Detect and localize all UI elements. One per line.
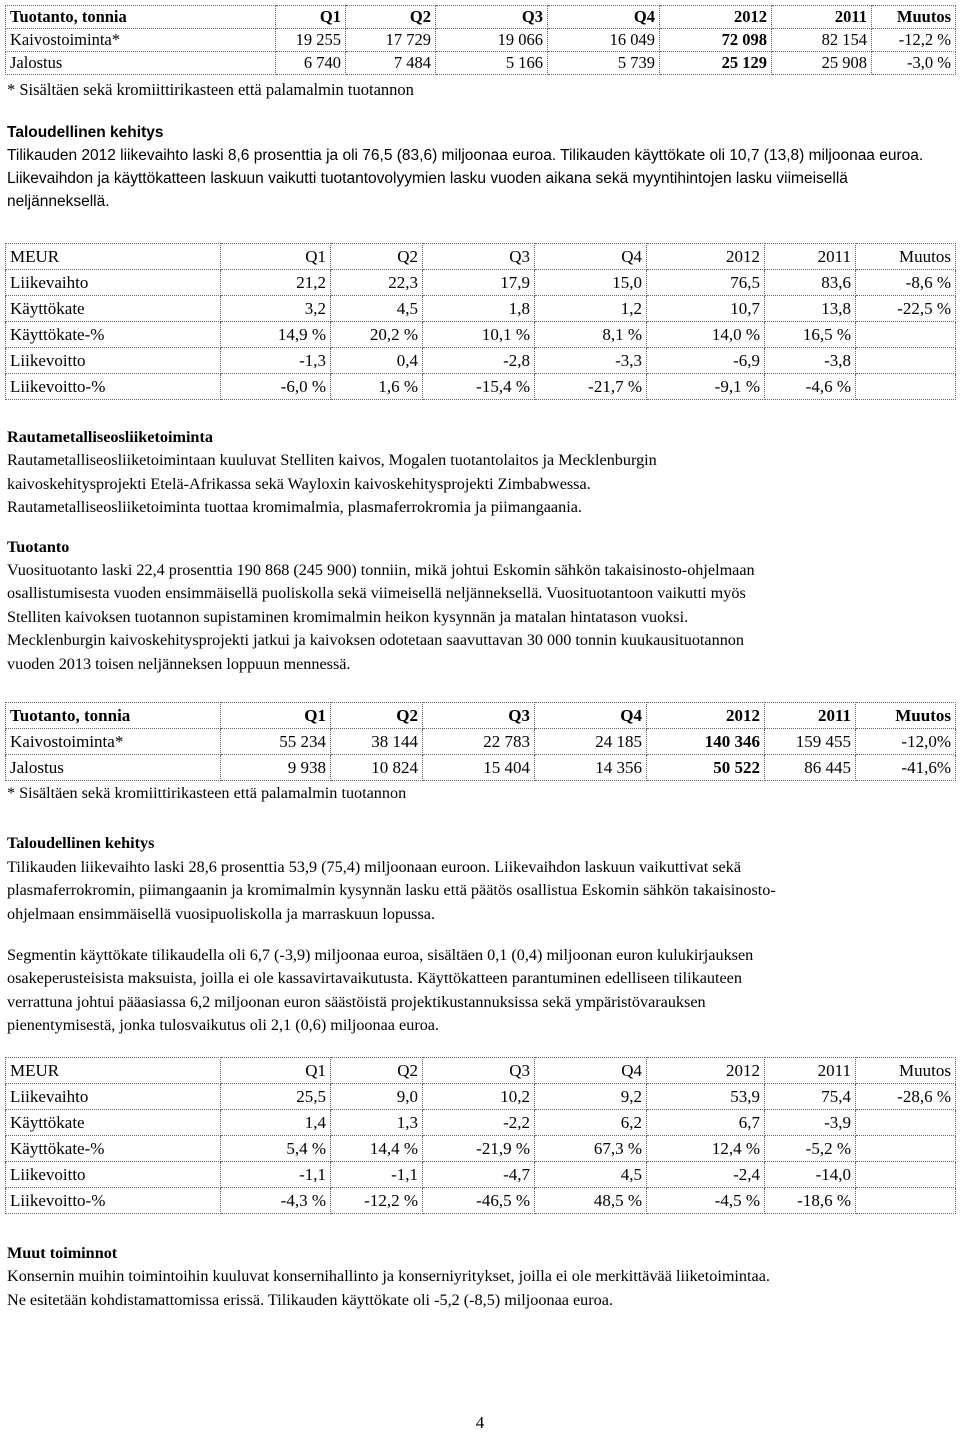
cell: 9,2 xyxy=(535,1084,647,1110)
prod-table-2 xyxy=(5,702,956,781)
table-row xyxy=(6,1188,956,1214)
col-header: Q2 xyxy=(331,244,423,270)
cell: 16,5 % xyxy=(765,322,856,348)
subsection-heading: Tuotanto xyxy=(7,537,70,556)
cell: 7 484 xyxy=(346,52,436,75)
col-header: Tuotanto, tonnia xyxy=(6,6,276,29)
section-heading: Taloudellinen kehitys xyxy=(7,834,155,853)
cell: -2,4 xyxy=(647,1162,765,1188)
col-header: 2011 xyxy=(765,1058,856,1084)
cell: -12,2 % xyxy=(331,1188,423,1214)
table-row xyxy=(6,52,956,75)
table-row xyxy=(6,348,956,374)
paragraph-line: Tilikauden liikevaihto laski 28,6 prosenttia 53,9 (75,4) miljoonaan euroon. Liikevaihdon laskuun vaikuttivat sekä xyxy=(7,857,742,876)
cell: 14,0 % xyxy=(647,322,765,348)
cell: 17 729 xyxy=(346,29,436,52)
cell: 159 455 xyxy=(765,729,856,755)
cell: -3,9 xyxy=(765,1110,856,1136)
paragraph-line: Rautametalliseosliiketoimintaan kuuluvat Stelliten kaivos, Mogalen tuotantolaitos ja Mecklenburgin xyxy=(7,451,657,470)
cell: 20,2 % xyxy=(331,322,423,348)
cell: 0,4 xyxy=(331,348,423,374)
cell: 24 185 xyxy=(535,729,647,755)
cell: 19 066 xyxy=(436,29,548,52)
col-header: Q4 xyxy=(548,6,660,29)
cell: -14,0 xyxy=(765,1162,856,1188)
cell xyxy=(856,322,956,348)
cell: -21,9 % xyxy=(423,1136,535,1162)
col-header: MEUR xyxy=(6,244,221,270)
cell: 19 255 xyxy=(276,29,346,52)
table-row xyxy=(6,322,956,348)
cell: -28,6 % xyxy=(856,1084,956,1110)
cell xyxy=(856,374,956,400)
row-label: Käyttökate-% xyxy=(6,322,221,348)
footnote: * Sisältäen sekä kromiittirikasteen että palamalmin tuotannon xyxy=(7,784,407,802)
cell: 3,2 xyxy=(221,296,331,322)
col-header: 2012 xyxy=(660,6,772,29)
col-header: Q2 xyxy=(346,6,436,29)
row-label: Käyttökate-% xyxy=(6,1136,221,1162)
cell: 25,5 xyxy=(221,1084,331,1110)
section3-text xyxy=(7,1242,952,1312)
cell: 1,3 xyxy=(331,1110,423,1136)
cell: 21,2 xyxy=(221,270,331,296)
row-label: Kaivostoiminta* xyxy=(6,729,221,755)
col-header: Tuotanto, tonnia xyxy=(6,703,221,729)
col-header: Q3 xyxy=(423,244,535,270)
col-header: Muutos xyxy=(856,703,956,729)
table-header-row xyxy=(6,1058,956,1084)
paragraph-line: ohjelmaan ensimmäisellä vuosipuoliskolla ja marraskuun lopussa. xyxy=(7,904,435,923)
col-header: Q4 xyxy=(535,703,647,729)
table-row xyxy=(6,755,956,781)
cell xyxy=(856,1110,956,1136)
col-header: 2011 xyxy=(772,6,872,29)
cell: 38 144 xyxy=(331,729,423,755)
paragraph-line: vuoden 2013 toisen neljänneksen loppuun mennessä. xyxy=(7,654,351,673)
paragraph-line: osallistumisesta vuoden ensimmäisellä puoliskolla sekä viimeisellä neljänneksellä. Vuosituotantoon vaikutti myös xyxy=(7,584,746,603)
cell xyxy=(856,1136,956,1162)
table-row xyxy=(6,296,956,322)
cell: 5 166 xyxy=(436,52,548,75)
cell: 8,1 % xyxy=(535,322,647,348)
row-label: Käyttökate xyxy=(6,1110,221,1136)
col-header: Muutos xyxy=(856,244,956,270)
paragraph-line: Konsernin muihin toimintoihin kuuluvat konsernihallinto ja konserniyritykset, joilla ei ole merkittävää liiketoimintaa. xyxy=(7,1267,770,1286)
meur-table-1 xyxy=(5,243,956,400)
cell: -4,3 % xyxy=(221,1188,331,1214)
cell: 10 824 xyxy=(331,755,423,781)
cell: -46,5 % xyxy=(423,1188,535,1214)
cell: 16 049 xyxy=(548,29,660,52)
cell: -6,0 % xyxy=(221,374,331,400)
cell xyxy=(856,1162,956,1188)
cell: -9,1 % xyxy=(647,374,765,400)
cell: -12,2 % xyxy=(872,29,956,52)
cell: -3,8 xyxy=(765,348,856,374)
cell: 17,9 xyxy=(423,270,535,296)
table-header-row xyxy=(6,6,956,29)
cell: 1,6 % xyxy=(331,374,423,400)
row-label: Liikevoitto xyxy=(6,348,221,374)
col-header: 2012 xyxy=(647,703,765,729)
table-row xyxy=(6,1110,956,1136)
col-header: Muutos xyxy=(856,1058,956,1084)
cell: 53,9 xyxy=(647,1084,765,1110)
cell: 9 938 xyxy=(221,755,331,781)
cell: -3,0 % xyxy=(872,52,956,75)
cell: 6,2 xyxy=(535,1110,647,1136)
row-label: Jalostus xyxy=(6,755,221,781)
cell: -15,4 % xyxy=(423,374,535,400)
paragraph: Tilikauden 2012 liikevaihto laski 8,6 prosenttia ja oli 76,5 (83,6) miljoonaa euroa. Tilikauden käyttökate oli 10,7 (13,8) miljoonaa euroa. Liikevaihdon ja käyttökatteen laskuun vaikutti tuotantovolyymien lasku vuoden aikana sekä myyntihintojen lasku viimeisellä neljänneksellä. xyxy=(7,147,924,210)
cell: 10,2 xyxy=(423,1084,535,1110)
cell: 15,0 xyxy=(535,270,647,296)
section-heading: Rautametalliseosliiketoiminta xyxy=(7,428,213,446)
cell: 1,4 xyxy=(221,1110,331,1136)
table-row xyxy=(6,29,956,52)
col-header: Q2 xyxy=(331,1058,423,1084)
col-header: MEUR xyxy=(6,1058,221,1084)
cell: -12,0% xyxy=(856,729,956,755)
cell: -41,6% xyxy=(856,755,956,781)
cell: -2,2 xyxy=(423,1110,535,1136)
cell: 4,5 xyxy=(535,1162,647,1188)
cell: 10,7 xyxy=(647,296,765,322)
row-label: Liikevoitto-% xyxy=(6,1188,221,1214)
col-header: Q4 xyxy=(535,1058,647,1084)
paragraph-line: Segmentin käyttökate tilikaudella oli 6,7 (-3,9) miljoonaa euroa, sisältäen 0,1 (0,4) miljoonan euron kulukirjauksen xyxy=(7,946,754,965)
cell: 86 445 xyxy=(765,755,856,781)
meur-table-2 xyxy=(5,1057,956,1214)
paragraph-line: Stelliten kaivoksen tuotannon supistaminen kromimalmin heikon kysynnän ja matalan hintatason vuoksi. xyxy=(7,607,689,626)
cell xyxy=(856,348,956,374)
cell xyxy=(856,1188,956,1214)
table-row xyxy=(6,1136,956,1162)
paragraph-line: plasmaferrokromin, piimangaanin ja kromimalmin kysynnän lasku että päätös osallistua Eskomin sähkön takaisinosto- xyxy=(7,881,776,900)
col-header: Q3 xyxy=(423,703,535,729)
section2-text xyxy=(7,426,952,676)
col-header: Q3 xyxy=(436,6,548,29)
table-row xyxy=(6,270,956,296)
row-label: Jalostus xyxy=(6,52,276,75)
col-header: Q1 xyxy=(221,244,331,270)
col-header: Q4 xyxy=(535,244,647,270)
cell: -1,1 xyxy=(221,1162,331,1188)
paragraph-line: pienentymisestä, jonka tulosvaikutus oli 2,1 (0,6) miljoonaa euroa. xyxy=(7,1016,440,1035)
cell: 75,4 xyxy=(765,1084,856,1110)
paragraph-line: Vuosituotanto laski 22,4 prosenttia 190 868 (245 900) tonniin, mikä johtui Eskomin sähkön takaisinosto-ohjelmaan xyxy=(7,561,755,580)
section-heading: Muut toiminnot xyxy=(7,1244,118,1262)
footnote: * Sisältäen sekä kromiittirikasteen että palamalmin tuotannon xyxy=(7,80,414,99)
cell: -1,3 xyxy=(221,348,331,374)
paragraph-line: Ne esitetään kohdistamattomissa erissä. Tilikauden käyttökate oli -5,2 (-8,5) miljoonaa euroa. xyxy=(7,1290,613,1309)
cell: -6,9 xyxy=(647,348,765,374)
cell: 12,4 % xyxy=(647,1136,765,1162)
cell: -4,5 % xyxy=(647,1188,765,1214)
table-row xyxy=(6,374,956,400)
cell: 55 234 xyxy=(221,729,331,755)
table-header-row xyxy=(6,703,956,729)
cell: 76,5 xyxy=(647,270,765,296)
section1-text xyxy=(7,78,952,213)
section-heading: Taloudellinen kehitys xyxy=(7,124,164,141)
cell: -8,6 % xyxy=(856,270,956,296)
col-header: Q1 xyxy=(221,703,331,729)
cell: 13,8 xyxy=(765,296,856,322)
cell: 83,6 xyxy=(765,270,856,296)
cell: 50 522 xyxy=(647,755,765,781)
cell: -21,7 % xyxy=(535,374,647,400)
cell: 5 739 xyxy=(548,52,660,75)
row-label: Käyttökate xyxy=(6,296,221,322)
row-label: Kaivostoiminta* xyxy=(6,29,276,52)
cell: 14,9 % xyxy=(221,322,331,348)
cell: 14,4 % xyxy=(331,1136,423,1162)
section2-finance xyxy=(7,782,952,1038)
table-header-row xyxy=(6,244,956,270)
row-label: Liikevoitto-% xyxy=(6,374,221,400)
cell: -4,6 % xyxy=(765,374,856,400)
cell: -22,5 % xyxy=(856,296,956,322)
col-header: Q3 xyxy=(423,1058,535,1084)
cell: 25 129 xyxy=(660,52,772,75)
cell: -3,3 xyxy=(535,348,647,374)
col-header: 2012 xyxy=(647,1058,765,1084)
prod-table-1 xyxy=(5,5,956,75)
col-header: 2012 xyxy=(647,244,765,270)
cell: 22,3 xyxy=(331,270,423,296)
table-row xyxy=(6,1162,956,1188)
paragraph-line: Mecklenburgin kaivoskehitysprojekti jatkui ja kaivoksen odotetaan saavuttavan 30 000 tonnin kuukausituotannon xyxy=(7,631,744,650)
cell: 5,4 % xyxy=(221,1136,331,1162)
col-header: Q2 xyxy=(331,703,423,729)
col-header: Muutos xyxy=(872,6,956,29)
cell: 15 404 xyxy=(423,755,535,781)
cell: 4,5 xyxy=(331,296,423,322)
cell: 9,0 xyxy=(331,1084,423,1110)
paragraph-line: osakeperusteisista maksuista, joilla ei ole kassavirtavaikutusta. Käyttökatteen parantuminen edelliseen tilikauteen xyxy=(7,969,742,988)
table-row xyxy=(6,1084,956,1110)
cell: 1,8 xyxy=(423,296,535,322)
row-label: Liikevaihto xyxy=(6,270,221,296)
cell: -4,7 xyxy=(423,1162,535,1188)
cell: 25 908 xyxy=(772,52,872,75)
col-header: Q1 xyxy=(221,1058,331,1084)
cell: 22 783 xyxy=(423,729,535,755)
cell: 6,7 xyxy=(647,1110,765,1136)
page-number: 4 xyxy=(475,1413,485,1432)
cell: -1,1 xyxy=(331,1162,423,1188)
cell: 48,5 % xyxy=(535,1188,647,1214)
cell: -2,8 xyxy=(423,348,535,374)
col-header: 2011 xyxy=(765,703,856,729)
paragraph-line: Rautametalliseosliiketoiminta tuottaa kromimalmia, plasmaferrokromia ja piimangaania. xyxy=(7,498,582,517)
col-header: 2011 xyxy=(765,244,856,270)
cell: 10,1 % xyxy=(423,322,535,348)
table-row xyxy=(6,729,956,755)
cell: 6 740 xyxy=(276,52,346,75)
paragraph-line: kaivoskehitysprojekti Etelä-Afrikassa sekä Wayloxin kaivoskehitysprojekti Zimbabwessa. xyxy=(7,474,591,493)
cell: 1,2 xyxy=(535,296,647,322)
paragraph-line: verrattuna johtui pääasiassa 6,2 miljoonan euron säästöistä projektikustannuksissa sekä ympäristövarauksen xyxy=(7,992,706,1011)
cell: -18,6 % xyxy=(765,1188,856,1214)
row-label: Liikevoitto xyxy=(6,1162,221,1188)
cell: -5,2 % xyxy=(765,1136,856,1162)
col-header: Q1 xyxy=(276,6,346,29)
cell: 140 346 xyxy=(647,729,765,755)
cell: 82 154 xyxy=(772,29,872,52)
cell: 67,3 % xyxy=(535,1136,647,1162)
cell: 72 098 xyxy=(660,29,772,52)
row-label: Liikevaihto xyxy=(6,1084,221,1110)
cell: 14 356 xyxy=(535,755,647,781)
